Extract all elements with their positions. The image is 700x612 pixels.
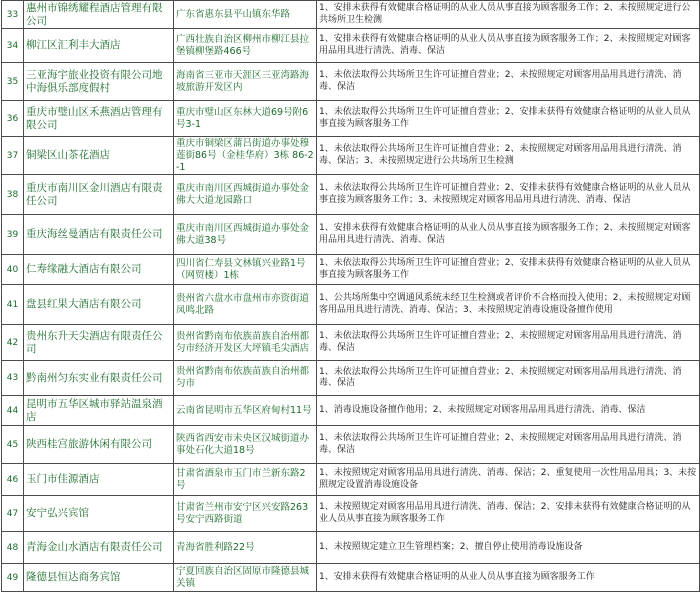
row-number: 34 [2,29,24,63]
table-row [2,396,700,426]
table-row [2,175,700,215]
business-name: 昆明市五华区城市驿站温泉酒店 [24,396,174,426]
row-number: 33 [2,1,24,29]
table-row [2,285,700,325]
business-address: 宁夏回族自治区固原市隆德县城关镇 [174,564,317,592]
violations-table-body [2,1,700,592]
business-name: 惠州市锦绣耀程酒店管理有限公司 [24,1,174,29]
business-name: 三亚海宇旅业投资有限公司地中海俱乐部度假村 [24,63,174,101]
violation-details: 1、公共场所集中空调通风系统未经卫生检测或者评价不合格而投入使用；2、未按照规定对顾客用品用具进行清洗、消毒、保洁；3、未按照规定消毒设施设备擅作使用 [317,285,700,325]
row-number: 48 [2,532,24,564]
business-address: 贵州省黔南布依族苗族自治州都匀市 [174,361,317,396]
business-address: 广东省惠东县平山镇东华路 [174,1,317,29]
row-number: 44 [2,396,24,426]
violation-details: 1、安排未获得有效健康合格证明的从业人员从事直接为顾客服务工作；2、未按照规定对顾客用品用具进行清洗、消毒、保洁 [317,215,700,255]
business-address: 陕西省西安市未央区汉城街道办事处石化大道18号 [174,426,317,464]
business-address: 贵州省黔南布依族苗族自治州都匀市经济开发区大坪镇毛尖酒店 [174,325,317,361]
business-address: 贵州省六盘水市盘州市亦资街道凤鸣北路 [174,285,317,325]
business-address: 重庆市璧山区东林大道69号附6号3-1 [174,101,317,137]
table-row [2,325,700,361]
business-address: 重庆市南川区西城街道办事处金佛大大道龙园路口 [174,175,317,215]
business-address: 甘肃省兰州市安宁区兴安路263号安宁西路街道 [174,496,317,532]
row-number: 42 [2,325,24,361]
business-name: 隆德县恒达商务宾馆 [24,564,174,592]
business-name: 青海金山水酒店有限责任公司 [24,532,174,564]
violation-details: 1、安排未获得有效健康合格证明的从业人员从事直接为顾客服务工作；2、未按照规定进行公共场所卫生检测 [317,1,700,29]
business-address: 广西壮族自治区柳州市柳江县拉堡镇柳堡路466号 [174,29,317,63]
violation-details: 1、未按照规定对顾客用品用具进行清洗、消毒、保洁；2、安排未获得有效健康合格证明的从业人员从事直接为顾客服务工作 [317,496,700,532]
table-row [2,215,700,255]
business-address: 重庆市铜梁区蒲吕街道办事处穆莲街86号（金桂华府）3栋 86-2-1 [174,137,317,175]
violations-table [1,0,700,592]
row-number: 49 [2,564,24,592]
row-number: 37 [2,137,24,175]
business-name: 玉门市佳源酒店 [24,464,174,496]
row-number: 36 [2,101,24,137]
business-name: 重庆海丝曼酒店有限责任公司 [24,215,174,255]
business-address: 海南省三亚市天涯区三亚湾路海坡旅游开发区内 [174,63,317,101]
table-row [2,496,700,532]
table-row [2,29,700,63]
row-number: 47 [2,496,24,532]
violation-details: 1、未按照规定对顾客用品用具进行清洗、消毒、保洁；2、重复使用一次性用品用具；3、未按照规定设置消毒设施设备 [317,464,700,496]
row-number: 39 [2,215,24,255]
row-number: 40 [2,255,24,285]
violation-details: 1、未依法取得公共场所卫生许可证擅自营业；2、未按照规定对顾客用品用具进行清洗、消毒、保洁 [317,325,700,361]
violation-details: 1、安排未获得有效健康合格证明的从业人员从事直接为顾客服务工作 [317,564,700,592]
violation-details: 1、未依法取得公共场所卫生许可证擅自营业；2、安排未获得有效健康合格证明的从业人员从事直接为顾客服务工作 [317,255,700,285]
business-address: 云南省昆明市五华区府甸村11号 [174,396,317,426]
violation-details: 1、未依法取得公共场所卫生许可证擅自营业；2、未按照规定对顾客用品用具进行清洗、消毒、保洁 [317,426,700,464]
table-row [2,101,700,137]
table-row [2,361,700,396]
business-name: 陕西桂宫旅游休闲有限公司 [24,426,174,464]
business-name: 黔南州匀东实业有限责任公司 [24,361,174,396]
violation-details: 1、安排未获得有效健康合格证明的从业人员从事直接为顾客服务工作；2、未按照规定对顾客用品用具进行清洗、消毒、保洁 [317,29,700,63]
business-name: 重庆市璧山区禾燕酒店管理有限公司 [24,101,174,137]
row-number: 46 [2,464,24,496]
business-address: 四川省仁寿县文林镇兴业路1号（网贸楼）1栋 [174,255,317,285]
table-row [2,1,700,29]
business-name: 重庆市南川区金川酒店有限责任公司 [24,175,174,215]
business-name: 铜梁区山茶花酒店 [24,137,174,175]
violation-details: 1、未依法取得公共场所卫生许可证擅自营业；2、安排未获得有效健康合格证明的从业人员从事直接为顾客服务工作；3、未按照规定对顾客用品用具进行清洗、消毒、保洁 [317,175,700,215]
business-address: 甘肃省酒泉市玉门市兰新东路2号 [174,464,317,496]
business-name: 柳江区汇利丰大酒店 [24,29,174,63]
row-number: 35 [2,63,24,101]
violation-details: 1、未按照规定建立卫生管理档案；2、擅自停止使用消毒设施设备 [317,532,700,564]
business-name: 盘县红果大酒店有限公司 [24,285,174,325]
row-number: 43 [2,361,24,396]
violation-details: 1、未依法取得公共场所卫生许可证擅自营业；2、未按照规定对顾客用品用具进行清洗、消毒、保洁 [317,63,700,101]
row-number: 38 [2,175,24,215]
violation-details: 1、消毒设施设备擅作他用；2、未按照规定对顾客用品用具进行清洗、消毒、保洁 [317,396,700,426]
table-row [2,564,700,592]
violation-details: 1、未依法取得公共场所卫生许可证擅自营业；2、未按照规定对顾客用品用具进行清洗、消毒、保洁；3、未按照规定进行公共场所卫生检测 [317,137,700,175]
table-row [2,137,700,175]
business-name: 安宁弘兴宾馆 [24,496,174,532]
row-number: 41 [2,285,24,325]
table-row [2,532,700,564]
business-address: 青海省胜利路22号 [174,532,317,564]
table-row [2,63,700,101]
table-row [2,426,700,464]
violation-details: 1、未依法取得公共场所卫生许可证擅自营业；2、安排未获得有效健康合格证明的从业人员从事直接为顾客服务工作 [317,101,700,137]
business-address: 重庆市南川区西城街道办事处金佛大道38号 [174,215,317,255]
business-name: 仁寿缘融大酒店有限公司 [24,255,174,285]
row-number: 45 [2,426,24,464]
table-row [2,255,700,285]
table-row [2,464,700,496]
violation-details: 1、未依法取得公共场所卫生许可证擅自营业；2、未按照规定对顾客用品用具进行清洗、消毒、保洁 [317,361,700,396]
business-name: 贵州东升天尖酒店有限责任公司 [24,325,174,361]
